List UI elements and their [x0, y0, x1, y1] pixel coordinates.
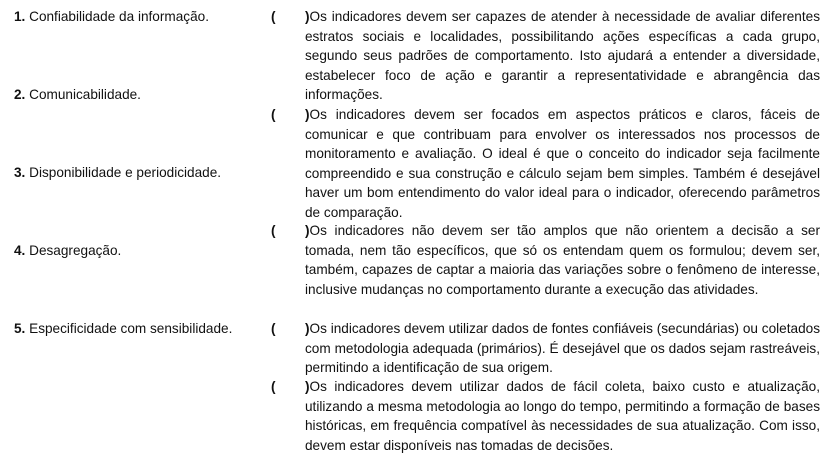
- statement-3: )Os indicadores não devem ser tão amplos que não orientem a decisão a ser tomada, nem tão específicos, que só os entendam quem os formulou; devem ser, também, capazes de captar a maioria das variações sobre o fenômeno de interesse, inclusive mudanças no comportamento durante a execução das atividades.: [305, 223, 820, 297]
- item-label: Especificidade com sensibilidade.: [29, 321, 233, 336]
- item-label: Confiabilidade da informação.: [29, 9, 209, 24]
- statement-1: )Os indicadores devem ser capazes de atender à necessidade de avaliar diferentes estratos sociais e localidades, possibilitando ações específicas a cada grupo, segundo seus padrões de comportamento. Isto ajudará a entender a diversidade, estabelecer foco de ação e garantir a representatividade e abrangência das informações.: [305, 9, 820, 102]
- left-item-2: [14, 85, 141, 105]
- item-label: Disponibilidade e periodicidade.: [29, 165, 222, 180]
- statement-5: )Os indicadores devem utilizar dados de fácil coleta, baixo custo e atualização, utilizando a mesma metodologia ao longo do tempo, permitindo a formação de bases históricas, em frequência compatível às necessidades de sua atualização. Com isso, devem estar disponíveis nas tomadas de decisões.: [305, 379, 820, 453]
- item-number: 1.: [14, 9, 26, 24]
- answer-blank-3[interactable]: (: [271, 223, 276, 238]
- answer-blank-5[interactable]: (: [271, 379, 276, 394]
- statement-2: )Os indicadores devem ser focados em aspectos práticos e claros, fáceis de comunicar e que contribuam para envolver os interessados nos processos de monitoramento e avaliação. O ideal é que o conceito do indicador seja facilmente compreendido e sua construção e cálculo sejam bem simples. Também é desejável haver um bom entendimento do valor ideal para o indicador, oferecendo parâmetros de comparação.: [305, 107, 820, 220]
- statement-4: )Os indicadores devem utilizar dados de fontes confiáveis (secundárias) ou coletados com metodologia adequada (primários). É desejável que os dados sejam rastreáveis, permitindo a identificação de sua origem.: [305, 321, 820, 375]
- answer-blank-4[interactable]: (: [271, 321, 276, 336]
- item-label: Desagregação.: [29, 243, 122, 258]
- item-number: 3.: [14, 165, 26, 180]
- item-number: 2.: [14, 87, 26, 102]
- left-item-1: [14, 7, 209, 27]
- item-number: 4.: [14, 243, 26, 258]
- left-item-3: [14, 163, 221, 183]
- left-item-4: [14, 241, 121, 261]
- left-item-5: [14, 319, 232, 339]
- answer-blank-1[interactable]: (: [271, 9, 276, 24]
- item-label: Comunicabilidade.: [29, 87, 141, 102]
- item-number: 5.: [14, 321, 26, 336]
- answer-blank-2[interactable]: (: [271, 107, 276, 122]
